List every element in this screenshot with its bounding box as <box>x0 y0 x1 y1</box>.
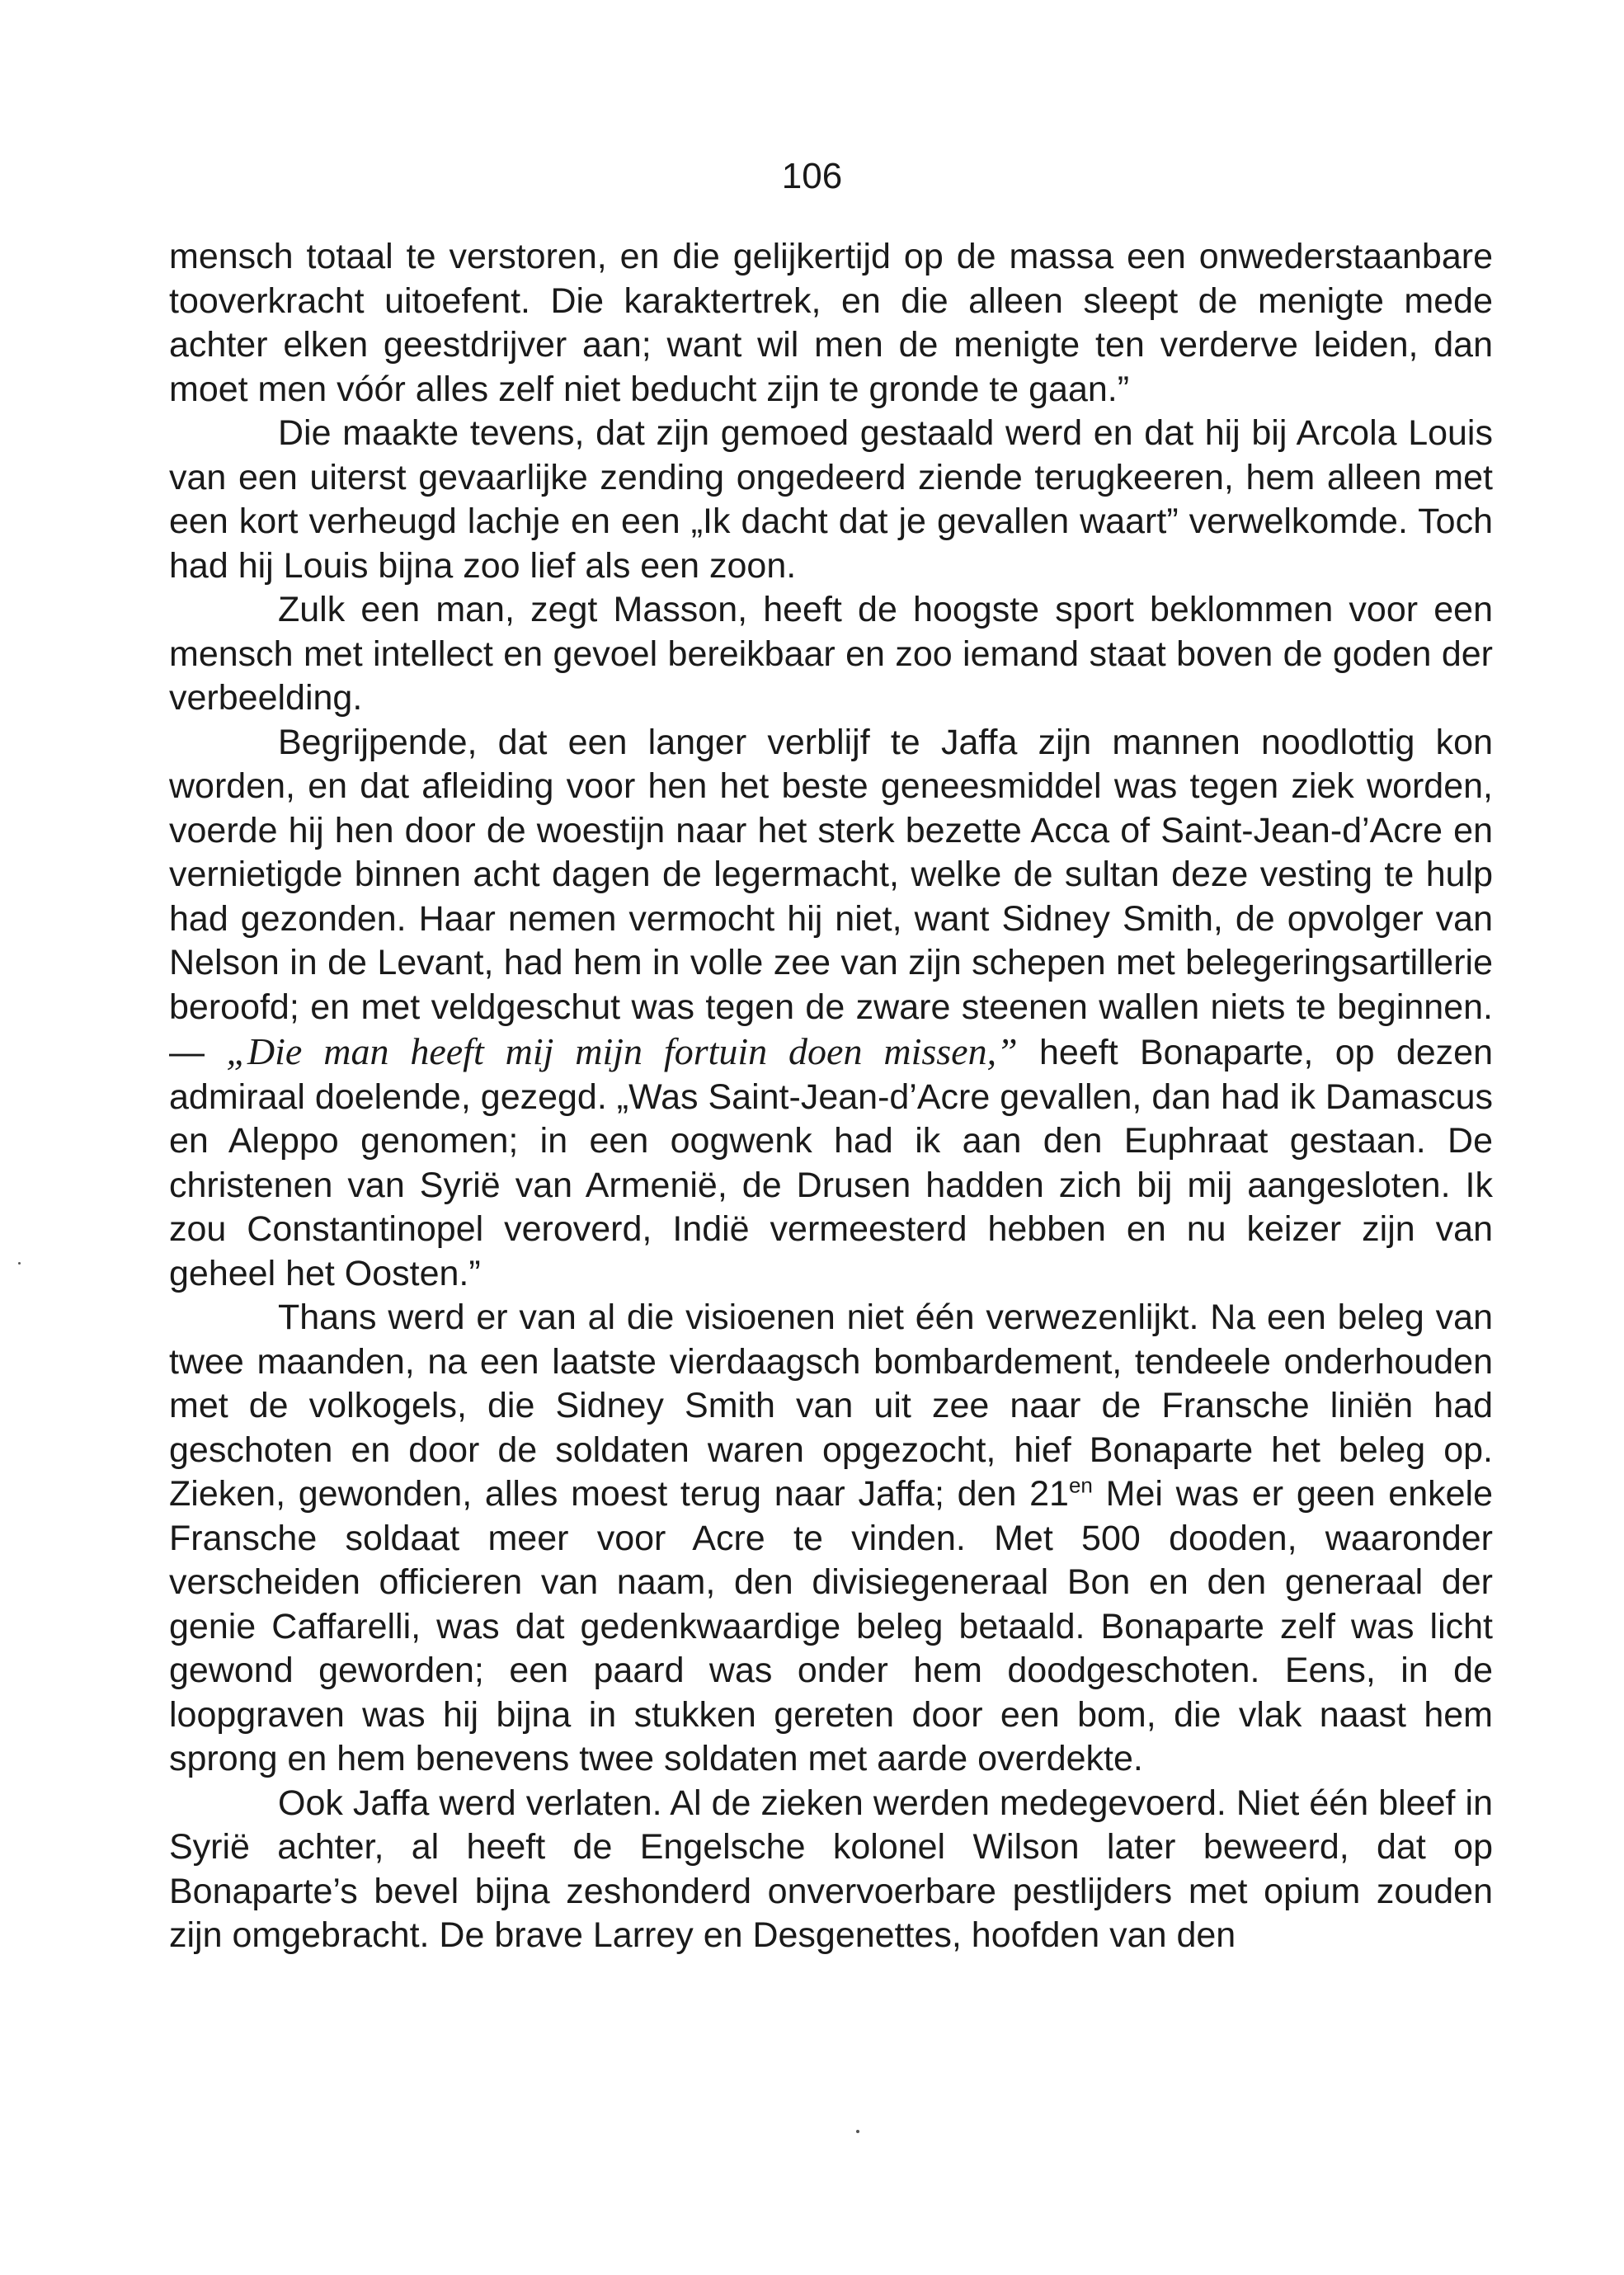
napoleon-quote: „Die man heeft mij mijn fortuin doen missen,” <box>226 1030 1018 1072</box>
paragraph-4-text-after: heeft Bonaparte, op dezen admiraal doelende, gezegd. „Was Saint-Jean-d’Acre gevallen, dan had ik Damascus en Aleppo genomen; in een oogwenk had ik aan den Euphraat gestaan. De christenen van Syrië van Armenië, de Drusen hadden zich bij mij aangesloten. Ik zou Constantinopel veroverd, Indië vermeesterd hebben en nu keizer zijn van geheel het Oosten.” <box>169 1033 1494 1293</box>
paragraph-4-text-before: Begrijpende, dat een langer verblijf te Jaffa zijn mannen noodlottig kon worden, en dat afleiding voor hen het beste geneesmiddel was tegen ziek worden, voerde hij hen door de woestijn naar het sterk bezette Acca of Saint-Jean-d’Acre en vernietigde binnen acht dagen de legermacht, welke de sultan deze vesting te hulp had gezonden. Haar nemen vermocht hij niet, want Sidney Smith, de opvolger van Nelson in de Levant, had hem in volle zee van zijn schepen met belegeringsartillerie beroofd; en met veldgeschut was tegen de zware steenen wallen niets te beginnen. — <box>169 722 1493 1072</box>
paragraph-4 <box>169 721 1493 1297</box>
paragraph-3: Zulk een man, zegt Masson, heeft de hoogste sport beklommen voor een mensch met intellect en gevoel bereikbaar en zoo iemand staat boven de goden der verbeelding. <box>169 590 1493 718</box>
ink-speck <box>18 1262 21 1265</box>
ink-speck <box>856 2130 859 2133</box>
paragraph-5 <box>169 1296 1493 1782</box>
paragraph-5-text-after: Mei was er geen enkele Fransche soldaat meer voor Acre te vinden. Met 500 dooden, waaronder verscheiden officieren van naam, den divisiegeneraal Bon en den generaal der genie Caffarelli, was dat gedenkwaardige beleg betaald. Bonaparte zelf was licht gewond geworden; een paard was onder hem doodgeschoten. Eens, in de loopgraven was hij bijna in stukken gereten door een bom, die vlak naast hem sprong en hem benevens twee soldaten met aarde overdekte. <box>169 1474 1493 1778</box>
page-number: 106 <box>781 156 843 196</box>
paragraph-2: Die maakte tevens, dat zijn gemoed gestaald werd en dat hij bij Arcola Louis van een uiterst gevaarlijke zending ongedeerd ziende terugkeeren, hem alleen met een kort verheugd lachje en een „Ik dacht dat je gevallen waart” verwelkomde. Toch had hij Louis bijna zoo lief als een zoon. <box>169 413 1493 586</box>
body-text <box>169 235 1493 1958</box>
paragraph-1: mensch totaal te verstoren, en die gelijkertijd op de massa een onwederstaanbare tooverkracht uitoefent. Die karaktertrek, en die alleen sleept de menigte mede achter elken geestdrijver aan; want wil men de menigte ten verderve leiden, dan moet men vóór alles zelf niet beducht zijn te gronde te gaan.” <box>169 237 1493 409</box>
paragraph-5-text-before: Thans werd er van al die visioenen niet één verwezenlijkt. Na een beleg van twee maanden, na een laatste vierdaagsch bombardement, tendeele onderhouden met de volkogels, die Sidney Smith van uit zee naar de Fransche liniën had geschoten en door de soldaten waren opgezocht, hief Bonaparte het beleg op. Zieken, gewonden, alles moest terug naar Jaffa; den 21 <box>169 1298 1493 1514</box>
paragraph-6: Ook Jaffa werd verlaten. Al de zieken werden medegevoerd. Niet één bleef in Syrië achter, al heeft de Engelsche kolonel Wilson later beweerd, dat op Bonaparte’s bevel bijna zeshonderd onvervoerbare pestlijders met opium zouden zijn omgebracht. De brave Larrey en Desgenettes, hoofden van den <box>169 1783 1493 1955</box>
ordinal-superscript: en <box>1068 1472 1093 1498</box>
